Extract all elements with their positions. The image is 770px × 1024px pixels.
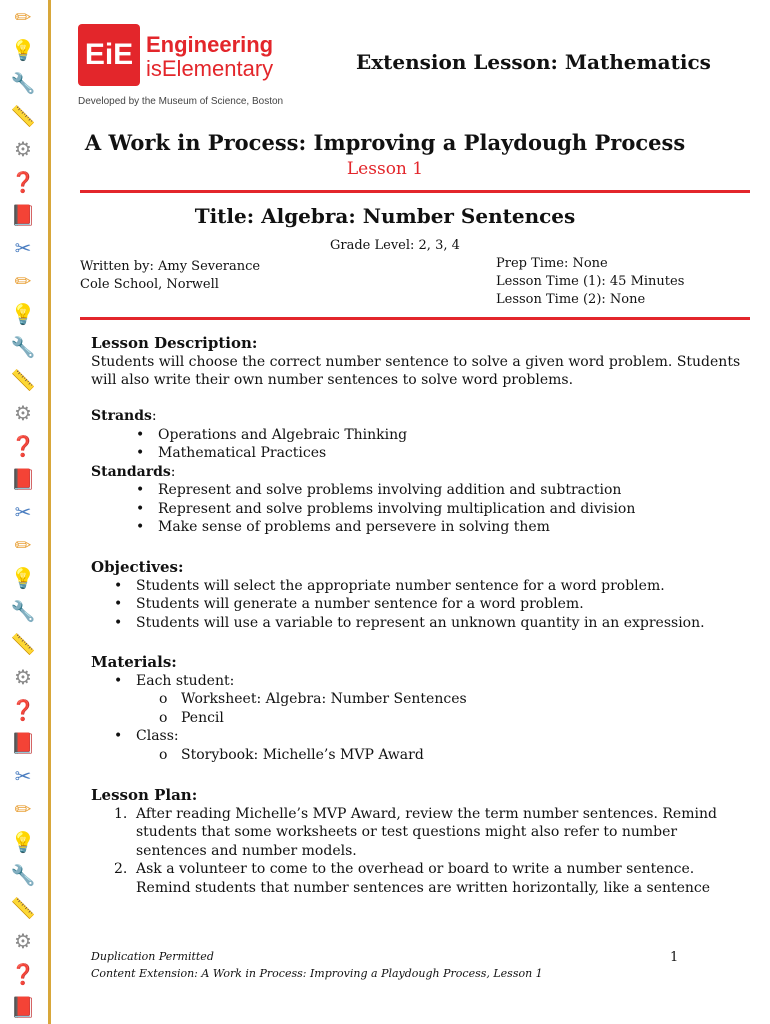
scissors-icon: ✂ xyxy=(14,500,32,524)
wrench-icon: 🔧 xyxy=(10,863,36,887)
objective-item: • Students will use a variable to represent an unknown quantity in an expression. xyxy=(136,614,705,633)
author-name: Written by: Amy Severance xyxy=(80,259,261,274)
standard-item: • Make sense of problems and persevere in solving them xyxy=(158,518,635,537)
lesson-time-1: Lesson Time (1): 45 Minutes xyxy=(496,274,685,289)
logo-tagline: Developed by the Museum of Science, Boston xyxy=(78,96,284,107)
book-icon: 📕 xyxy=(10,467,36,491)
pencil-icon: ✏ xyxy=(14,269,32,293)
logo-mark: EiE xyxy=(78,24,140,86)
objective-item: • Students will generate a number sentence for a word problem. xyxy=(136,595,705,614)
time-block xyxy=(496,255,684,309)
step-number: 1. xyxy=(114,805,128,822)
main-title: A Work in Process: Improving a Playdough Process xyxy=(84,130,686,155)
divider-bottom xyxy=(80,317,750,320)
ruler-icon: 📏 xyxy=(10,896,36,920)
question-icon: ❓ xyxy=(10,962,36,986)
strand-item: • Operations and Algebraic Thinking xyxy=(158,426,635,445)
lesson-title: Title: Algebra: Number Sentences xyxy=(194,204,576,228)
materials-each-student: • Each student: xyxy=(136,672,467,691)
lightbulb-icon: 💡 xyxy=(10,830,36,854)
scissors-icon: ✂ xyxy=(14,764,32,788)
question-icon: ❓ xyxy=(10,434,36,458)
author-school: Cole School, Norwell xyxy=(80,277,219,292)
lesson-number: Lesson 1 xyxy=(346,159,424,179)
page-number: 1 xyxy=(670,950,679,965)
materials-section xyxy=(91,653,467,764)
ruler-icon: 📏 xyxy=(10,104,36,128)
ruler-icon: 📏 xyxy=(10,632,36,656)
question-icon: ❓ xyxy=(10,698,36,722)
description-line: Students will choose the correct number sentence to solve a given word problem. Students xyxy=(91,353,741,370)
lightbulb-icon: 💡 xyxy=(10,566,36,590)
scissors-icon: ✂ xyxy=(14,236,32,260)
objectives-heading: Objectives: xyxy=(91,558,184,576)
ruler-icon: 📏 xyxy=(10,368,36,392)
student-material-item: o Pencil xyxy=(181,709,467,728)
grade-level: Grade Level: 2, 3, 4 xyxy=(330,238,460,253)
wrench-icon: 🔧 xyxy=(10,335,36,359)
pencil-icon: ✏ xyxy=(14,5,32,29)
book-icon: 📕 xyxy=(10,995,36,1019)
strand-item: • Mathematical Practices xyxy=(158,444,635,463)
step-line: sentences and number models. xyxy=(136,842,357,859)
page-footer xyxy=(91,948,543,982)
pencil-icon: ✏ xyxy=(14,797,32,821)
wrench-icon: 🔧 xyxy=(10,599,36,623)
standard-item: • Represent and solve problems involving addition and subtraction xyxy=(158,481,635,500)
strands-section: Strands: • Operations and Algebraic Thinking • Mathematical Practices Standards: • Represent and solve problems involving addition and subtraction • Represent and solve problems involving multiplication and division • Make sense of problems and persevere in solving them xyxy=(91,407,635,537)
pencil-icon: ✏ xyxy=(14,533,32,557)
question-icon: ❓ xyxy=(10,170,36,194)
footer-line2: Content Extension: A Work in Process: Improving a Playdough Process, Lesson 1 xyxy=(91,967,543,980)
step-line: Ask a volunteer to come to the overhead or board to write a number sentence. xyxy=(136,861,695,877)
class-material-item: o Storybook: Michelle’s MVP Award xyxy=(181,746,467,765)
description-heading: Lesson Description: xyxy=(91,334,258,352)
gear-icon: ⚙ xyxy=(14,665,32,689)
book-icon: 📕 xyxy=(10,203,36,227)
gear-icon: ⚙ xyxy=(14,401,32,425)
gear-icon: ⚙ xyxy=(14,137,32,161)
objective-item: • Students will select the appropriate number sentence for a word problem. xyxy=(136,577,705,596)
lightbulb-icon: 💡 xyxy=(10,38,36,62)
objectives-section xyxy=(91,558,705,632)
author-block xyxy=(80,258,260,294)
prep-time: Prep Time: None xyxy=(496,256,608,271)
step-line: Remind students that number sentences are written horizontally, like a sentence xyxy=(136,879,711,896)
lightbulb-icon: 💡 xyxy=(10,302,36,326)
strands-heading: Strands xyxy=(91,408,152,424)
footer-line1: Duplication Permitted xyxy=(91,950,214,963)
book-icon: 📕 xyxy=(10,731,36,755)
materials-heading: Materials: xyxy=(91,653,177,671)
header-title: Extension Lesson: Mathematics xyxy=(356,50,711,74)
standards-heading: Standards xyxy=(91,463,171,480)
gear-icon: ⚙ xyxy=(14,929,32,953)
standard-item: • Represent and solve problems involving multiplication and division xyxy=(158,500,635,519)
student-material-item: o Worksheet: Algebra: Number Sentences xyxy=(181,690,467,709)
lesson-time-2: Lesson Time (2): None xyxy=(496,292,646,307)
step-line: students that some worksheets or test questions might also refer to number xyxy=(136,824,678,840)
lesson-description xyxy=(91,334,741,390)
divider-top xyxy=(80,190,750,193)
lesson-plan-section xyxy=(91,786,717,897)
lesson-plan-heading: Lesson Plan: xyxy=(91,786,198,804)
step-line: After reading Michelle’s MVP Award, review the term number sentences. Remind xyxy=(136,805,717,822)
lesson-plan-step xyxy=(114,805,717,861)
lesson-plan-step xyxy=(114,860,717,897)
wrench-icon: 🔧 xyxy=(10,71,36,95)
step-number: 2. xyxy=(114,861,128,877)
description-line: will also write their own number sentences to solve word problems. xyxy=(91,372,574,388)
materials-class: • Class: xyxy=(136,727,467,746)
logo-line1: Engineering xyxy=(146,32,274,57)
logo-line2: isElementary xyxy=(146,56,274,81)
